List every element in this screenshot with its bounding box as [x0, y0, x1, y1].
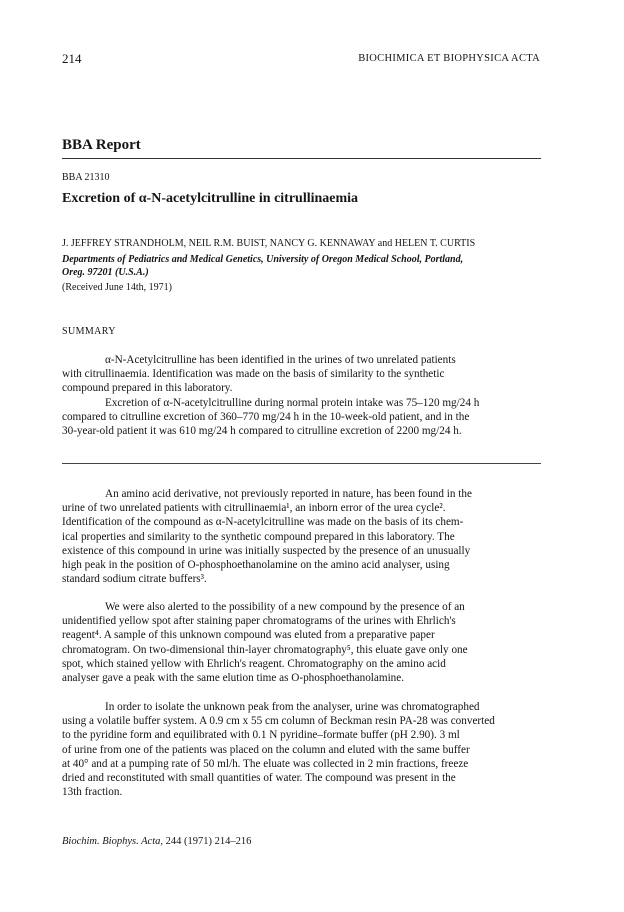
page-number: 214	[62, 51, 82, 66]
text-line: to the pyridine form and equilibrated with 0.1 N pyridine–formate buffer (pH 2.90). 3 ml	[62, 729, 460, 742]
affiliation-line: Oreg. 97201 (U.S.A.)	[62, 267, 149, 278]
text-line: analyser gave a peak with the same elution time as O-phosphoethanolamine.	[62, 672, 405, 685]
text-line: reagent⁴. A sample of this unknown compound was eluted from a preparative paper	[62, 629, 435, 642]
text-line: unidentified yellow spot after staining paper chromatograms of the urines with Ehrlich's	[62, 615, 456, 628]
text-line: α-N-Acetylcitrulline has been identified in the urines of two unrelated patients	[105, 354, 456, 366]
text-line: high peak in the position of O-phosphoethanolamine on the amino acid analyser, using	[62, 559, 450, 572]
text-line: standard sodium citrate buffers³.	[62, 573, 207, 586]
text-line: existence of this compound in urine was initially suspected by the presence of an unusually	[62, 544, 471, 557]
text-line: using a volatile buffer system. A 0.9 cm x 55 cm column of Beckman resin PA-28 was converted	[62, 715, 495, 728]
text-line: An amino acid derivative, not previously reported in nature, has been found in the	[105, 488, 472, 500]
text-line: with citrullinaemia. Identification was made on the basis of similarity to the synthetic	[62, 368, 445, 381]
text-line: Identification of the compound as α-N-acetylcitrulline was made on the basis of its chem-	[62, 516, 464, 529]
text-line: ical properties and similarity to the synthetic compound prepared in this laboratory. The	[62, 530, 455, 543]
text-line: chromatogram. On two-dimensional thin-layer chromatography⁵, this eluate gave only one	[62, 643, 468, 656]
section-label: BBA Report	[62, 137, 141, 153]
report-number: BBA 21310	[62, 172, 110, 183]
author-list: J. JEFFREY STRANDHOLM, NEIL R.M. BUIST, NANCY G. KENNAWAY and HELEN T. CURTIS	[62, 238, 476, 249]
text-line: compound prepared in this laboratory.	[62, 382, 233, 395]
text-line: of urine from one of the patients was placed on the column and eluted with the same buffer	[62, 743, 470, 756]
affiliation-line: Departments of Pediatrics and Medical Genetics, University of Oregon Medical School, Portland,	[62, 254, 464, 265]
text-line: Excretion of α-N-acetylcitrulline during normal protein intake was 75–120 mg/24 h	[105, 397, 480, 409]
body-paragraph	[62, 600, 542, 685]
top-divider	[62, 158, 541, 159]
abstract-divider	[62, 463, 541, 464]
footer-journal-abbrev: Biochim. Biophys. Acta,	[62, 836, 163, 847]
text-line: at 40° and at a pumping rate of 50 ml/h. The eluate was collected in 2 min fractions, freeze	[62, 757, 469, 770]
abstract-paragraph	[62, 353, 542, 396]
running-header-journal: BIOCHIMICA ET BIOPHYSICA ACTA	[358, 53, 540, 64]
article-title: Excretion of α-N-acetylcitrulline in citrullinaemia	[62, 191, 359, 206]
body-paragraph	[62, 700, 542, 799]
received-date: (Received June 14th, 1971)	[62, 282, 172, 293]
summary-heading: SUMMARY	[62, 326, 116, 337]
text-line: urine of two unrelated patients with citrullinaemia¹, an inborn error of the urea cycle².	[62, 502, 446, 515]
text-line: spot, which stained yellow with Ehrlich's reagent. Chromatography on the amino acid	[62, 657, 446, 670]
text-line: compared to citrulline excretion of 360–770 mg/24 h in the 10-week-old patient, and in the	[62, 411, 470, 424]
text-line: 30-year-old patient it was 610 mg/24 h compared to citrulline excretion of 2200 mg/24 h.	[62, 425, 462, 438]
text-line: dried and reconstituted with small quantities of water. The compound was present in the	[62, 772, 456, 785]
text-line: In order to isolate the unknown peak from the analyser, urine was chromatographed	[105, 701, 480, 713]
body-paragraph	[62, 487, 542, 586]
footer-citation	[62, 836, 251, 847]
abstract-paragraph	[62, 396, 542, 439]
affiliation	[62, 253, 532, 279]
text-line: 13th fraction.	[62, 786, 123, 799]
text-line: We were also alerted to the possibility of a new compound by the presence of an	[105, 601, 465, 613]
footer-volume-pages: 244 (1971) 214–216	[165, 836, 252, 847]
